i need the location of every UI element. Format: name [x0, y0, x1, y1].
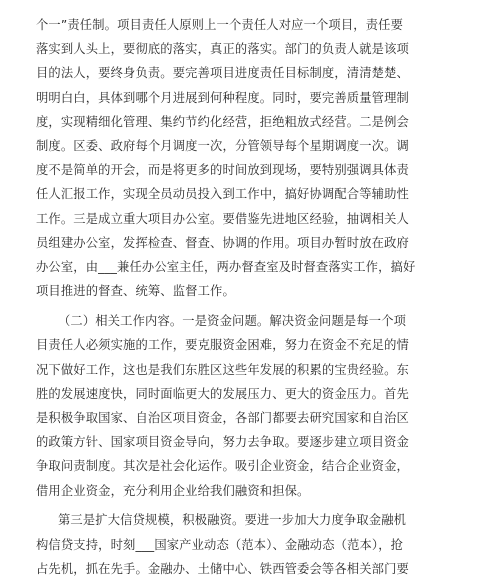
- text-line-7: 度不是简单的开会，而是将更多的时间放到现场，要特别强调具体责: [36, 163, 409, 178]
- text-line-15: 况下做好工作，这也是我们东胜区这些年发展的积累的宝贵经验。东: [36, 362, 409, 377]
- text-line-8: 任人汇报工作，实现全员动员投入到工作中，搞好协调配合等辅助性: [36, 187, 409, 202]
- text-line-10: 员组建办公室，发挥检查、督查、协调的作用。项目办暂时放在政府: [36, 235, 409, 250]
- text-line-22: 构信贷支持，时刻___国家产业动态（范本）、金融动态（范本），抢: [36, 537, 404, 552]
- text-line-14: 目责任人必须实施的工作，要克服资金困难，努力在资金不充足的情: [36, 338, 409, 353]
- text-line-17: 是积极争取国家、自治区项目资金，各部门都要去研究国家和自治区: [36, 410, 409, 425]
- text-line-4: 明明白白，具体到哪个月进展到何种程度。同时，要完善质量管理制: [36, 90, 409, 105]
- text-line-20: 借用企业资金，充分利用企业给我们融资和担保。: [36, 483, 310, 498]
- text-line-12: 项目推进的督查、统筹、监督工作。: [36, 284, 235, 299]
- text-line-9: 工作。三是成立重大项目办公室。要借鉴先进地区经验，抽调相关人: [36, 211, 409, 226]
- text-line-21: 第三是扩大信贷规模，积极融资。要进一步加大力度争取金融机: [58, 513, 407, 528]
- text-line-11: 办公室，由___兼任办公室主任，两办督查室及时督查落实工作，搞好: [36, 260, 416, 275]
- text-line-16: 胜的发展速度快，同时面临更大的发展压力、更大的资金压力。首先: [36, 386, 409, 401]
- text-line-3: 目的法人，要终身负责。要完善项目进度责任目标制度，清清楚楚、: [36, 66, 409, 81]
- text-line-6: 制度。区委、政府每个月调度一次，分管领导每个星期调度一次。调: [36, 139, 409, 154]
- text-line-1: 个一”责任制。项目责任人原则上一个责任人对应一个项目，责任要: [36, 18, 404, 33]
- text-line-2: 落实到人头上，要彻底的落实，真正的落实。部门的负责人就是该项: [36, 42, 409, 57]
- text-line-18: 的政策方针、国家项目资金导向，努力去争取。要逐步建立项目资金: [36, 435, 409, 450]
- text-line-5: 度，实现精细化管理、集约节约化经营，拒绝粗放式经营。二是例会: [36, 114, 409, 129]
- text-line-19: 争取问责制度。其次是社会化运作。吸引企业资金，结合企业资金，: [36, 459, 409, 474]
- text-line-13: （二）相关工作内容。一是资金问题。解决资金问题是每一个项: [58, 314, 407, 329]
- text-line-23: 占先机，抓在先手。金融办、土储中心、铁西管委会等各相关部门要: [36, 561, 409, 576]
